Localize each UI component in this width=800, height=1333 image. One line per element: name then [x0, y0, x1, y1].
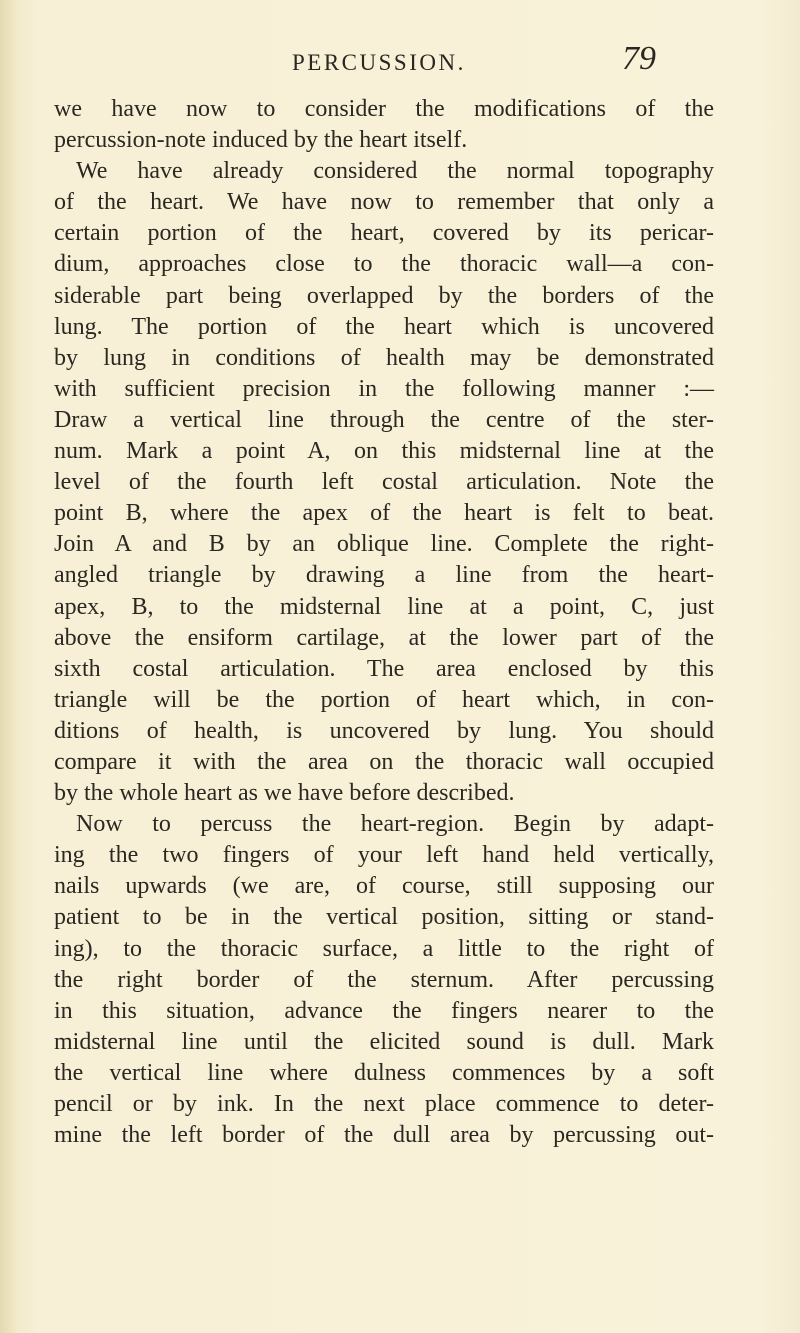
text-line: Join A and B by an oblique line. Complete the right- [54, 531, 714, 558]
running-head-title: PERCUSSION. [292, 50, 466, 75]
text-line: we have now to consider the modifications of the [54, 96, 714, 122]
text-line: midsternal line until the elicited sound is dull. Mark [54, 1028, 714, 1055]
text-line: ing), to the thoracic surface, a little to the right of [54, 935, 714, 962]
text-line: Now to percuss the heart-region. Begin by adapt- [76, 811, 714, 838]
text-line: Draw a vertical line through the centre of the ster- [54, 406, 714, 433]
text-line: lung. The portion of the heart which is uncovered [54, 313, 714, 340]
text-line: the right border of the sternum. After percussing [54, 966, 714, 993]
text-line: by the whole heart as we have before described. [54, 780, 515, 807]
text-line: patient to be in the vertical position, sitting or stand- [54, 904, 714, 931]
text-line: by lung in conditions of health may be demonstrated [54, 344, 714, 371]
text-line: in this situation, advance the fingers nearer to the [54, 997, 714, 1024]
text-line: percussion-note induced by the heart itself. [54, 127, 468, 154]
running-head [0, 40, 800, 84]
page-number: 79 [622, 40, 656, 77]
text-line: point B, where the apex of the heart is felt to beat. [54, 500, 714, 527]
text-line: compare it with the area on the thoracic wall occupied [54, 748, 714, 775]
text-line: of the heart. We have now to remember that only a [54, 189, 714, 216]
text-line: We have already considered the normal topography [76, 158, 714, 185]
text-line: certain portion of the heart, covered by its pericar- [54, 220, 714, 247]
text-line: sixth costal articulation. The area enclosed by this [54, 655, 714, 682]
text-line: num. Mark a point A, on this midsternal line at the [54, 438, 714, 465]
text-line: ing the two fingers of your left hand held vertically, [54, 842, 714, 869]
text-line: above the ensiform cartilage, at the lower part of the [54, 624, 714, 651]
text-line: apex, B, to the midsternal line at a point, C, just [54, 593, 714, 620]
text-line: dium, approaches close to the thoracic wall—a con- [54, 251, 714, 278]
text-line: mine the left border of the dull area by percussing out- [54, 1122, 714, 1149]
text-line: with sufficient precision in the following manner :— [54, 375, 714, 402]
text-line: pencil or by ink. In the next place commence to deter- [54, 1091, 714, 1117]
text-line: ditions of health, is uncovered by lung. You should [54, 717, 714, 744]
text-line: nails upwards (we are, of course, still supposing our [54, 873, 714, 900]
text-line: the vertical line where dulness commences by a soft [54, 1059, 714, 1086]
page-gutter [0, 0, 18, 1333]
text-line: angled triangle by drawing a line from the heart- [54, 562, 714, 589]
text-line: triangle will be the portion of heart which, in con- [54, 686, 714, 713]
text-line: siderable part being overlapped by the borders of the [54, 282, 714, 309]
body-text [54, 94, 714, 1151]
text-line: level of the fourth left costal articulation. Note the [54, 469, 714, 496]
